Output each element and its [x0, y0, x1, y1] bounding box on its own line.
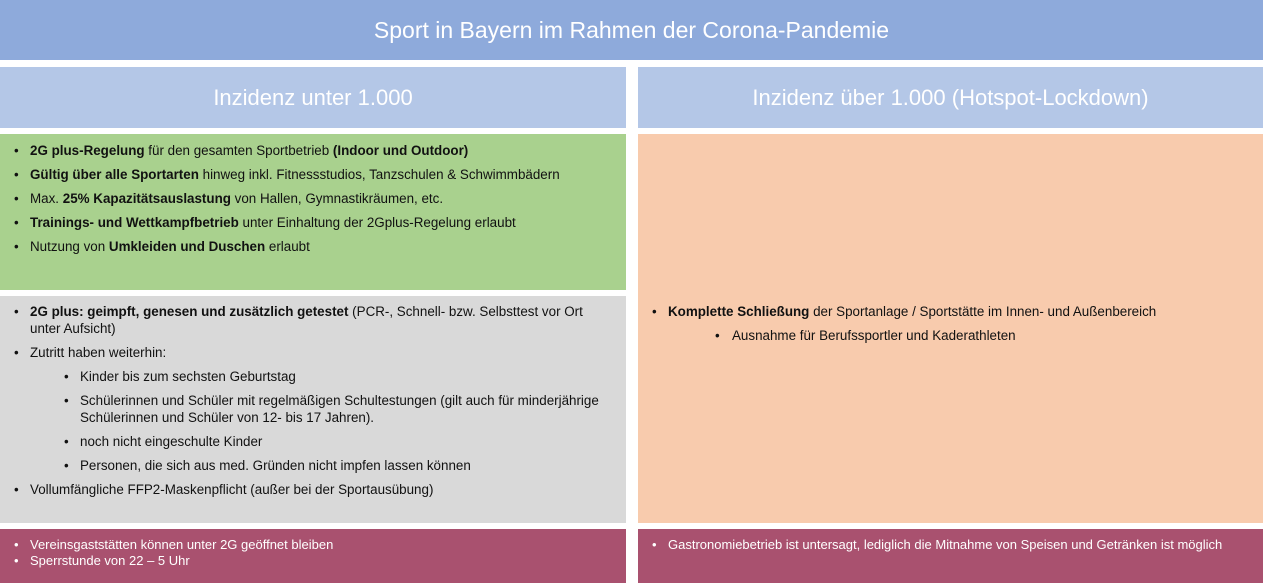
list-item: • Sperrstunde von 22 – 5 Uhr [10, 553, 616, 569]
list-item: • Gültig über alle Sportarten hinweg inkl. Fitnessstudios, Tanzschulen & Schwimmbädern [10, 166, 616, 183]
lockdown-box-peach [638, 134, 1263, 523]
list-item: • Vollumfängliche FFP2-Maskenpflicht (außer bei der Sportausübung) [10, 481, 616, 498]
sub-list-item: • Ausnahme für Berufssportler und Kaderathleten [648, 327, 1248, 344]
sub-list-item: • Personen, die sich aus med. Gründen nicht impfen lassen können [10, 457, 616, 474]
page-title: Sport in Bayern im Rahmen der Corona-Pandemie [0, 0, 1263, 60]
list-item: • 2G plus-Regelung für den gesamten Sportbetrieb (Indoor und Outdoor) [10, 142, 616, 159]
list-item: • Trainings- und Wettkampfbetrieb unter Einhaltung der 2Gplus-Regelung erlaubt [10, 214, 616, 231]
sub-list-item: • Schülerinnen und Schüler mit regelmäßigen Schultestungen (gilt auch für minderjährige Schülerinnen und Schüler von 12- bis 17 Jahren). [10, 392, 616, 426]
list-item: • 2G plus: geimpft, genesen und zusätzlich getestet (PCR-, Schnell- bzw. Selbsttest vor Ort unter Aufsicht) [10, 303, 616, 337]
list-item: • Vereinsgaststätten können unter 2G geöffnet bleiben [10, 537, 616, 553]
rules-box-green [0, 134, 626, 290]
access-box-grey [0, 296, 626, 523]
column-header-above-1000: Inzidenz über 1.000 (Hotspot-Lockdown) [638, 67, 1263, 128]
column-header-below-1000: Inzidenz unter 1.000 [0, 67, 626, 128]
list-item: • Komplette Schließung der Sportanlage / Sportstätte im Innen- und Außenbereich [648, 303, 1248, 320]
list-item: • Nutzung von Umkleiden und Duschen erlaubt [10, 238, 616, 255]
gastronomy-box-right [638, 529, 1263, 583]
sub-list-item: • noch nicht eingeschulte Kinder [10, 433, 616, 450]
list-item: • Gastronomiebetrieb ist untersagt, lediglich die Mitnahme von Speisen und Getränken ist möglich [648, 537, 1253, 553]
sub-list-item: • Kinder bis zum sechsten Geburtstag [10, 368, 616, 385]
list-item: • Zutritt haben weiterhin: [10, 344, 616, 361]
list-item: • Max. 25% Kapazitätsauslastung von Hallen, Gymnastikräumen, etc. [10, 190, 616, 207]
gastronomy-box-left [0, 529, 626, 583]
